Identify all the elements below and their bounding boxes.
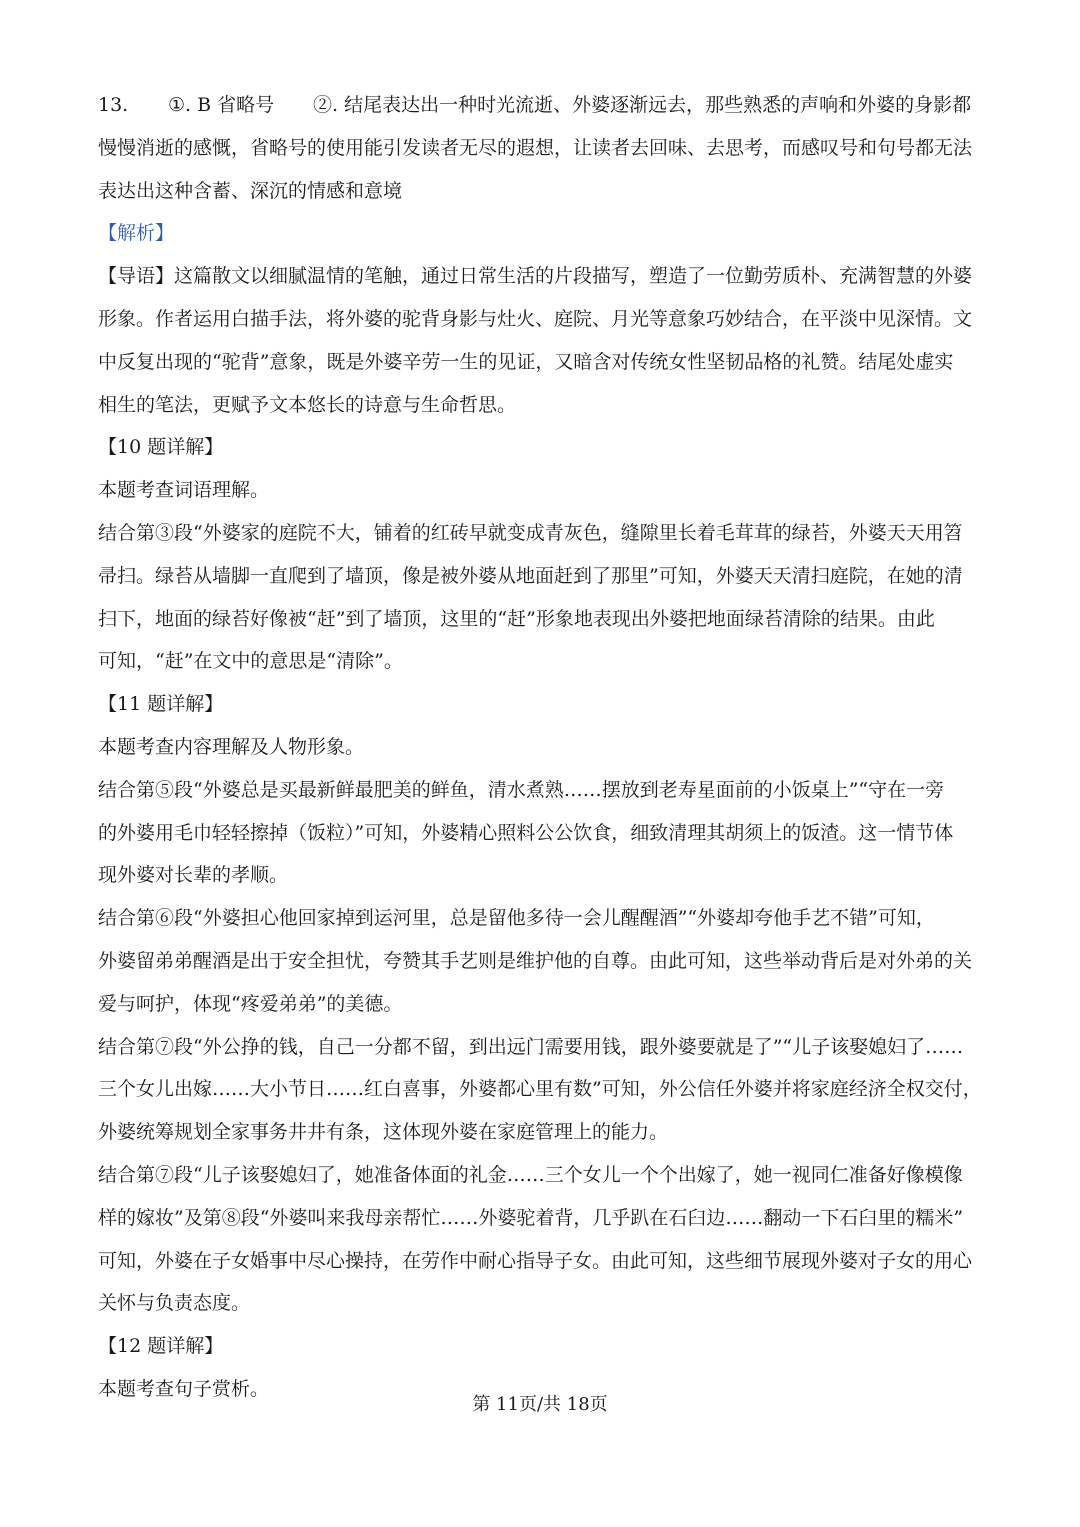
q13-answer-line-2: 慢慢消逝的感慨，省略号的使用能引发读者无尽的遐想，让读者去回味、去思考，而感叹号和句号都无法 xyxy=(98,136,973,159)
q10-heading: 【10 题详解】 xyxy=(98,436,224,459)
intro-line: 形象。作者运用白描手法，将外婆的驼背身影与灶火、庭院、月光等意象巧妙结合，在平淡中见深情。文 xyxy=(98,307,973,330)
analysis-label: 【解析】 xyxy=(98,222,175,245)
question-number: 13. xyxy=(98,94,129,116)
q10-line: 扫下，地面的绿苔好像被“赶”到了墙顶，这里的“赶”形象地表现出外婆把地面绿苔清除的结果。由此 xyxy=(98,607,935,630)
q11-heading: 【11 题详解】 xyxy=(98,693,224,716)
q11-line: 结合第⑥段“外婆担心他回家掉到运河里，总是留他多待一会儿醒醒酒”“外婆却夸他手艺不错”可知， xyxy=(98,907,935,930)
q11-line: 的外婆用毛巾轻轻擦掉（饭粒）”可知，外婆精心照料公公饮食，细致清理其胡须上的饭渣。这一情节体 xyxy=(98,821,954,844)
q12-line: 本题考查句子赏析。 xyxy=(98,1377,270,1400)
q11-line: 现外婆对长辈的孝顺。 xyxy=(98,864,289,887)
answer-1: ①. B 省略号 xyxy=(168,94,275,116)
q10-line: 结合第③段“外婆家的庭院不大，铺着的红砖早就变成青灰色，缝隙里长着毛茸茸的绿苔，外婆天天用笤 xyxy=(98,521,963,544)
q13-answer-line-3: 表达出这种含蓄、深沉的情感和意境 xyxy=(98,179,403,202)
q11-line: 外婆统筹规划全家事务井井有条，这体现外婆在家庭管理上的能力。 xyxy=(98,1121,669,1144)
q10-line: 可知，“赶”在文中的意思是“清除”。 xyxy=(98,650,403,673)
q11-line: 爱与呵护，体现“疼爱弟弟”的美德。 xyxy=(98,992,403,1015)
q13-answer-line-1 xyxy=(98,84,986,127)
q12-heading: 【12 题详解】 xyxy=(98,1335,224,1358)
q11-line: 可知，外婆在子女婚事中尽心操持，在劳作中耐心指导子女。由此可知，这些细节展现外婆对子女的用心 xyxy=(98,1249,973,1272)
q10-line: 帚扫。绿苔从墙脚一直爬到了墙顶，像是被外婆从地面赶到了那里”可知，外婆天天清扫庭院，在她的清 xyxy=(98,564,963,587)
q11-line: 结合第⑦段“儿子该娶媳妇了，她准备体面的礼金……三个女儿一个个出嫁了，她一视同仁准备好像模像 xyxy=(98,1163,963,1186)
q11-line: 关怀与负责态度。 xyxy=(98,1292,251,1315)
document-page xyxy=(98,84,986,1411)
q11-line: 样的嫁妆”及第⑧段“外婆叫来我母亲帮忙……外婆驼着背，几乎趴在石臼边……翻动一下石臼里的糯米” xyxy=(98,1206,964,1229)
page-footer: 第 11页/共 18页 xyxy=(472,1394,608,1415)
intro-line: 【导语】这篇散文以细腻温情的笔触，通过日常生活的片段描写，塑造了一位勤劳质朴、充满智慧的外婆 xyxy=(98,265,973,288)
q11-line: 三个女儿出嫁……大小节日……红白喜事，外婆都心里有数”可知，外公信任外婆并将家庭经济全权交付， xyxy=(98,1078,982,1101)
q11-line: 本题考查内容理解及人物形象。 xyxy=(98,735,365,758)
q11-line: 外婆留弟弟醒酒是出于安全担忧，夸赞其手艺则是维护他的自尊。由此可知，这些举动背后是对外弟的关 xyxy=(98,949,973,972)
answer-2-start: ②. 结尾表达出一种时光流逝、外婆逐渐远去，那些熟悉的声响和外婆的身影都 xyxy=(313,94,972,116)
q11-line: 结合第⑦段“外公挣的钱，自己一分都不留，到出远门需要用钱，跟外婆要就是了”“儿子该娶媳妇了…… xyxy=(98,1035,964,1058)
q10-line: 本题考查词语理解。 xyxy=(98,479,270,502)
q11-line: 结合第⑤段“外婆总是买最新鲜最肥美的鲜鱼，清水煮熟……摆放到老寿星面前的小饭桌上”“守在一旁 xyxy=(98,778,945,801)
intro-line: 中反复出现的“驼背”意象，既是外婆辛劳一生的见证，又暗含对传统女性坚韧品格的礼赞。结尾处虚实 xyxy=(98,350,954,373)
intro-line: 相生的笔法，更赋予文本悠长的诗意与生命哲思。 xyxy=(98,393,517,416)
